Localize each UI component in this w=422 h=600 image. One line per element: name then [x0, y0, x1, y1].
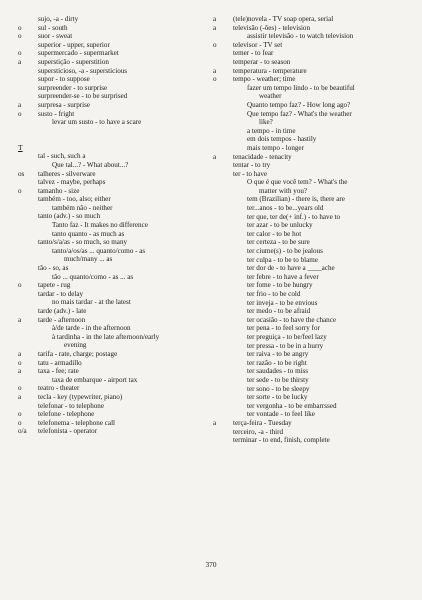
glossary-entry	[213, 32, 413, 41]
gender-article: o	[18, 418, 22, 427]
glossary-entry	[213, 221, 413, 230]
glossary-entry	[213, 127, 413, 136]
gender-article: o	[18, 32, 22, 41]
glossary-entry	[18, 32, 198, 41]
glossary-entry	[213, 118, 413, 127]
glossary-entry	[213, 359, 413, 368]
gender-article: a	[18, 392, 22, 401]
glossary-entry	[18, 49, 198, 58]
gender-article: o	[18, 109, 22, 118]
entry-text: matter with you?	[259, 186, 308, 195]
glossary-entry	[18, 298, 198, 307]
glossary-entry	[18, 118, 198, 127]
entry-text: ter vontade - to feel like	[247, 410, 315, 419]
entry-text: supor - to suppose	[38, 75, 90, 84]
glossary-entry	[18, 324, 198, 333]
glossary-entry	[213, 376, 413, 385]
glossary-entry	[18, 281, 198, 290]
entry-text: tanto/s/a/as - so much, so many	[38, 238, 128, 247]
glossary-entry	[213, 402, 413, 411]
glossary-entry	[18, 427, 198, 436]
glossary-entry	[213, 41, 413, 50]
glossary-entry	[213, 75, 413, 84]
entry-text: à tardinha - in the late afternoon/early	[52, 332, 160, 341]
glossary-entry	[213, 49, 413, 58]
gender-article: a	[18, 367, 22, 376]
gender-article: a	[213, 418, 217, 427]
glossary-entry	[18, 350, 198, 359]
glossary-entry	[18, 384, 198, 393]
entry-text: teatro - theater	[38, 384, 80, 393]
glossary-entry	[18, 101, 198, 110]
glossary-entry	[18, 161, 198, 170]
entry-text: tarifa - rate, charge; postage	[38, 349, 118, 358]
gender-article: o	[18, 186, 22, 195]
entry-text: tanto quanto - as much as	[52, 229, 125, 238]
glossary-entry	[18, 84, 198, 93]
entry-text: ter saudades - to miss	[247, 367, 309, 376]
entry-text: em dois tempos - hastily	[247, 135, 317, 144]
glossary-entry	[18, 15, 198, 24]
section-letter: T	[18, 142, 23, 152]
gender-article: a	[18, 57, 22, 66]
entry-text: much/many ... as	[64, 255, 113, 264]
entry-text: ter azar - to be unlucky	[247, 221, 313, 230]
glossary-entry	[18, 307, 198, 316]
entry-text: weather	[259, 92, 282, 101]
entry-text: ter pena - to feel sorry for	[247, 324, 320, 333]
entry-text: (tele)novela - TV soap opera, serial	[233, 15, 334, 23]
glossary-entry	[213, 428, 413, 437]
entry-text: terça-feira - Tuesday	[233, 418, 292, 427]
entry-text: tarde - afternoon	[38, 315, 86, 324]
glossary-entry	[18, 110, 198, 119]
entry-text: tanto/a/os/as ... quanto/como - as	[52, 246, 146, 255]
gender-article: os	[18, 169, 25, 178]
entry-text: tatu - armadillo	[38, 358, 82, 367]
entry-text: ter inveja - to be envious	[247, 298, 318, 307]
glossary-entry	[213, 238, 413, 247]
entry-text: ter que, ter de(+ inf.) - to have to	[247, 212, 341, 221]
entry-text: temer - to fear	[233, 49, 274, 58]
entry-text: assistir televisão - to watch television	[247, 32, 354, 41]
glossary-entry	[213, 204, 413, 213]
gender-article: a	[18, 100, 22, 109]
glossary-entry	[213, 256, 413, 265]
glossary-entry	[213, 367, 413, 376]
gender-article: o	[18, 384, 22, 393]
glossary-entry	[18, 187, 198, 196]
glossary-entry	[213, 187, 413, 196]
entry-text: Quanto tempo faz? - How long ago?	[247, 100, 351, 109]
glossary-entry	[18, 290, 198, 299]
glossary-entry	[213, 170, 413, 179]
glossary-entry	[213, 230, 413, 239]
entry-text: televisão (-ões) - television	[233, 23, 311, 32]
glossary-entry	[213, 290, 413, 299]
glossary-entry	[213, 110, 413, 119]
glossary-entry	[18, 333, 198, 342]
glossary-entry	[213, 264, 413, 273]
entry-text: talvez - maybe, perhaps	[38, 178, 106, 187]
glossary-entry	[213, 135, 413, 144]
entry-text: tão ... quanto/como - as ... as	[52, 272, 134, 281]
glossary-entry	[213, 101, 413, 110]
glossary-entry	[18, 255, 198, 264]
entry-text: ter sorte - to be lucky	[247, 393, 308, 402]
glossary-entry	[18, 402, 198, 411]
entry-text: ter culpa - to be to blame	[247, 255, 318, 264]
section-spacer	[18, 127, 198, 144]
glossary-entry	[213, 84, 413, 93]
entry-text: telefone - telephone	[38, 410, 95, 419]
glossary-entry	[18, 410, 198, 419]
glossary-entry	[213, 436, 413, 445]
entry-text: surpreender - to surprise	[38, 83, 108, 92]
glossary-entry	[18, 419, 198, 428]
entry-text: tem (Brazilian) - there is, there are	[247, 195, 345, 204]
entry-text: televisor - TV set	[233, 40, 283, 49]
entry-text: surpresa - surprise	[38, 100, 91, 109]
gender-article: o	[18, 49, 22, 58]
entry-text: telefonema - telephone call	[38, 418, 116, 427]
glossary-entry	[213, 393, 413, 402]
glossary-entry	[213, 419, 413, 428]
glossary-entry	[213, 281, 413, 290]
entry-text: Tanto faz - It makes no difference	[52, 221, 148, 230]
page-number: 370	[205, 560, 217, 569]
entry-text: ter ocasião - to have the chance	[247, 315, 337, 324]
entry-text: temperatura - temperature	[233, 66, 307, 75]
gender-article: a	[18, 349, 22, 358]
entry-text: ter raiva - to be angry	[247, 350, 309, 359]
entry-text: ter sono - to be sleepy	[247, 384, 310, 393]
entry-text: talheres - silverware	[38, 169, 96, 178]
glossary-entry	[213, 273, 413, 282]
entry-text: tempo - weather; time	[233, 75, 296, 84]
entry-text: tal - such, such a	[38, 152, 86, 161]
entry-text: ter pressa - to be in a hurry	[247, 341, 324, 350]
entry-text: ter vergonha - to be embarrssed	[247, 401, 337, 410]
glossary-entry	[213, 350, 413, 359]
left-column	[18, 15, 198, 436]
glossary-entry	[213, 410, 413, 419]
gender-article: a	[213, 15, 217, 23]
glossary-entry	[18, 204, 198, 213]
entry-text: supersticioso, -a - supersticious	[38, 66, 128, 75]
entry-text: taxa de embarque - airport tax	[52, 375, 138, 384]
glossary-entry	[213, 316, 413, 325]
entry-text: ter febre - to have a fever	[247, 272, 319, 281]
glossary-entry	[213, 15, 413, 24]
gender-article: o	[18, 358, 22, 367]
entry-text: evening	[64, 341, 87, 350]
gender-article: a	[18, 315, 22, 324]
entry-text: ter frio - to be cold	[247, 290, 301, 298]
glossary-entry	[213, 144, 413, 153]
entry-text: ter...anos - to be...years old	[247, 204, 324, 213]
entry-text: Que tempo faz? - What's the weather	[247, 109, 352, 118]
entry-text: ter dor de - to have a ____ache	[247, 264, 335, 273]
glossary-entry	[18, 393, 198, 402]
glossary-entry	[213, 58, 413, 67]
glossary-entry	[18, 367, 198, 376]
entry-text: like?	[259, 118, 273, 127]
entry-text: tenacidade - tenacity	[233, 152, 292, 161]
gender-article: o	[18, 23, 22, 32]
entry-text: ter medo - to be afraid	[247, 307, 311, 316]
entry-text: sujo, -a - dirty	[38, 15, 79, 23]
entry-text: O que é que você tem? - What's the	[247, 178, 348, 187]
entry-text: superior - upper, superior	[38, 40, 110, 49]
glossary-entry	[213, 307, 413, 316]
glossary-entry	[18, 316, 198, 325]
entry-text: susto - fright	[38, 109, 75, 118]
entry-text: ter fome - to be hungry	[247, 281, 313, 290]
gender-article: o	[18, 410, 22, 419]
glossary-entry	[213, 333, 413, 342]
entry-text: terminar - to end, finish, complete	[233, 436, 330, 445]
glossary-entry	[213, 299, 413, 308]
glossary-entry	[18, 238, 198, 247]
glossary-entry	[18, 212, 198, 221]
entry-text: levar um susto - to have a scare	[52, 118, 142, 127]
gender-article: o	[18, 281, 22, 290]
entry-text: tão - so, as	[38, 264, 69, 273]
entry-text: ter calor - to be hot	[247, 229, 302, 238]
glossary-entry	[18, 58, 198, 67]
glossary-entry	[213, 24, 413, 33]
entry-text: tarde (adv.) - late	[38, 307, 87, 315]
entry-text: taxa - fee; rate	[38, 367, 79, 376]
glossary-entry	[18, 230, 198, 239]
entry-text: Que tal...? - What about...?	[52, 160, 129, 169]
entry-text: ter ciume(s) - to be jealous	[247, 247, 323, 256]
glossary-entry	[213, 178, 413, 187]
glossary-entry	[213, 247, 413, 256]
glossary-entry	[18, 24, 198, 33]
section-heading	[18, 144, 198, 153]
glossary-entry	[18, 67, 198, 76]
entry-text: tamanho - size	[38, 186, 80, 195]
glossary-entry	[18, 341, 198, 350]
entry-text: telefonar - to telephone	[38, 401, 104, 410]
entry-text: tardar - to delay	[38, 289, 84, 298]
entry-text: tanto (adv.) - so much	[38, 212, 100, 221]
glossary-entry	[213, 342, 413, 351]
glossary-entry	[18, 178, 198, 187]
entry-text: ter razão - to be right	[247, 358, 307, 367]
glossary-entry	[213, 153, 413, 162]
entry-text: à/de tarde - in the afternoon	[52, 324, 131, 333]
glossary-entry	[18, 247, 198, 256]
glossary-entry	[213, 324, 413, 333]
glossary-entry	[18, 273, 198, 282]
entry-text: suor - sweat	[38, 32, 73, 41]
entry-text: tentar - to try	[233, 161, 271, 170]
glossary-entry	[213, 385, 413, 394]
glossary-entry	[18, 75, 198, 84]
entry-text: supermercado - supermarket	[38, 49, 119, 58]
glossary-entry	[18, 152, 198, 161]
gender-article: a	[213, 23, 217, 32]
glossary-entry	[18, 359, 198, 368]
entry-text: tecla - key (typewriter, piano)	[38, 392, 123, 401]
glossary-entry	[213, 213, 413, 222]
right-column	[213, 15, 413, 445]
glossary-entry	[18, 41, 198, 50]
entry-text: ter sede - to be thirsty	[247, 375, 309, 384]
entry-text: surpreender-se - to be surprised	[38, 92, 128, 101]
glossary-entry	[18, 92, 198, 101]
entry-text: ter - to have	[233, 169, 268, 178]
entry-text: telefonista - operator	[38, 427, 98, 436]
entry-text: também - too, also; either	[38, 195, 111, 204]
gender-article: o/a	[18, 427, 27, 436]
entry-text: também não - neither	[52, 203, 113, 212]
gender-article: a	[213, 152, 217, 161]
glossary-entry	[213, 92, 413, 101]
glossary-entry	[213, 161, 413, 170]
entry-text: superstição - superstition	[38, 57, 109, 66]
entry-text: mais tempo - longer	[247, 143, 304, 152]
gender-article: o	[213, 40, 217, 49]
glossary-entry	[18, 170, 198, 179]
glossary-entry	[18, 264, 198, 273]
glossary-entry	[18, 376, 198, 385]
entry-text: ter preguiça - to be/feel lazy	[247, 332, 327, 341]
entry-text: fazer um tempo lindo - to be beautiful	[247, 83, 355, 92]
glossary-entry	[213, 195, 413, 204]
gender-article: a	[213, 66, 217, 75]
entry-text: ter certeza - to be sure	[247, 238, 310, 247]
entry-text: sul - south	[38, 23, 68, 32]
entry-text: tapete - rug	[38, 281, 71, 290]
glossary-entry	[18, 195, 198, 204]
glossary-entry	[213, 67, 413, 76]
entry-text: a tempo - in time	[247, 126, 296, 135]
glossary-entry	[18, 221, 198, 230]
gender-article: o	[213, 75, 217, 84]
entry-text: no mais tardar - at the latest	[52, 298, 131, 307]
entry-text: terceiro, -a - third	[233, 427, 284, 436]
entry-text: temperar - to season	[233, 57, 291, 66]
